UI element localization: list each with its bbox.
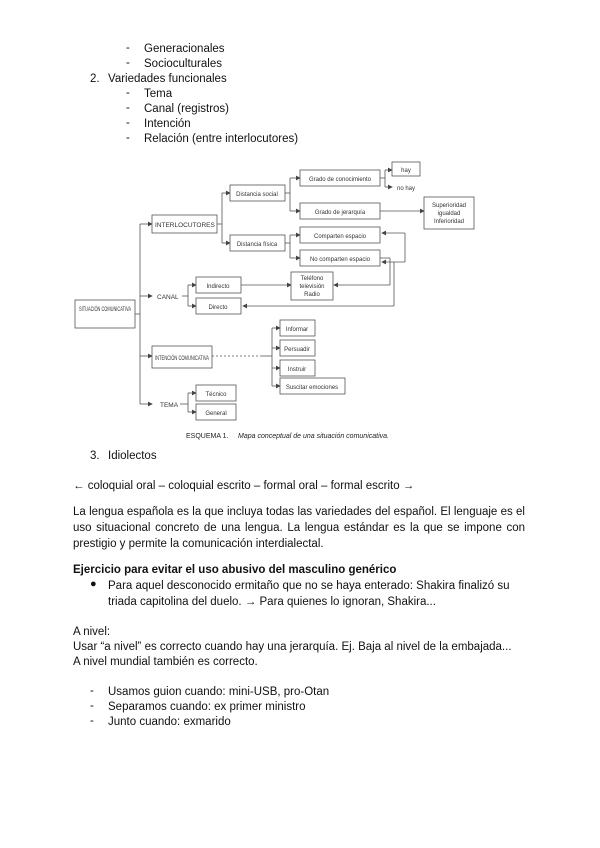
a-nivel-line-1: Usar “a nivel” es correcto cuando hay una jerarquía. Ej. Baja al nivel de la embajada... xyxy=(73,641,512,653)
superioridad-label: Superioridad xyxy=(431,203,467,209)
list-dash: - xyxy=(126,117,130,129)
caption-label: ESQUEMA 1. xyxy=(186,433,229,440)
instruir-label: Instruir xyxy=(287,367,307,373)
definition-paragraph: La lengua española es la que incluya todas las variedades del español. El lenguaje es el uso situacional concreto de una lengua. La lengua estándar es la que se impone con prestigio y permite la comunicación interdialectal. xyxy=(73,506,525,550)
register-scale: ← coloquial oral – coloquial escrito – formal oral – formal escrito → xyxy=(73,480,415,492)
list-heading: Variedades funcionales xyxy=(108,73,227,85)
list-item: Usamos guion cuando: mini-USB, pro-Otan xyxy=(108,686,330,698)
suscitar-label: Suscitar emociones xyxy=(285,385,339,391)
igualdad-label: igualdad xyxy=(437,211,461,217)
informar-label: Informar xyxy=(285,327,309,333)
telefono-label: Teléfono xyxy=(300,276,324,282)
list-item: Relación (entre interlocutores) xyxy=(144,133,299,145)
a-nivel-line-2: A nivel mundial también es correcto. xyxy=(73,656,258,668)
canal-label: CANAL xyxy=(157,294,179,301)
a-nivel-heading: A nivel: xyxy=(73,626,111,638)
persuadir-label: Persuadir xyxy=(284,347,310,353)
list-dash: - xyxy=(90,715,94,727)
list-item: Junto cuando: exmarido xyxy=(108,716,231,728)
caption-text: Mapa conceptual de una situación comunicativa. xyxy=(238,433,389,440)
indirecto-label: Indirecto xyxy=(206,284,230,290)
grado-jerarquia-label: Grado de jerarquía xyxy=(314,210,366,216)
root-label-1: SITUACIÓN COMUNICATIVA xyxy=(79,307,159,313)
inferioridad-label: Inferioridad xyxy=(433,219,465,225)
list-item: Socioculturales xyxy=(144,58,222,70)
list-item: Canal (registros) xyxy=(144,103,229,115)
list-dash: - xyxy=(90,685,94,697)
bullet-icon: ● xyxy=(90,578,97,590)
exercise-title: Ejercicio para evitar el uso abusivo del masculino genérico xyxy=(73,564,397,576)
tecnico-label: Técnico xyxy=(205,392,227,398)
distancia-fisica-label: Distancia física xyxy=(236,242,278,248)
list-dash: - xyxy=(126,132,130,144)
list-item: Intención xyxy=(144,118,191,130)
no-hay-label: no hay xyxy=(396,186,416,192)
grado-conocimiento-label: Grado de conocimiento xyxy=(308,177,372,183)
root-box xyxy=(75,300,159,328)
no-comparten-label: No comparten espacio xyxy=(309,257,371,263)
exercise-bullet: Para aquel desconocido ermitaño que no se haya enterado: Shakira finalizó su triada capitolina del duelo. → Para quienes lo ignoran, Shakira... xyxy=(108,580,510,608)
list-item: Generacionales xyxy=(144,43,225,55)
radio-label: Radio xyxy=(304,292,320,298)
hay-label: hay xyxy=(401,168,411,174)
list-dash: - xyxy=(90,700,94,712)
list-dash: - xyxy=(126,87,130,99)
list-heading: Idiolectos xyxy=(108,450,157,462)
list-number: 3. xyxy=(90,450,100,462)
television-label: televisión xyxy=(299,284,325,290)
distancia-social-label: Distancia social xyxy=(236,192,278,198)
intencion-label: INTENCIÓN COMUNICATIVA xyxy=(155,356,235,362)
list-dash: - xyxy=(126,42,130,54)
list-item: Tema xyxy=(144,88,173,100)
directo-label: Directo xyxy=(208,305,228,311)
list-item: Separamos cuando: ex primer ministro xyxy=(108,701,306,713)
interlocutores-label: INTERLOCUTORES xyxy=(155,222,215,229)
list-dash: - xyxy=(126,102,130,114)
comparten-label: Comparten espacio xyxy=(313,234,367,240)
list-number: 2. xyxy=(90,73,100,85)
list-dash: - xyxy=(126,57,130,69)
tema-label: TEMA xyxy=(160,402,179,409)
general-label: General xyxy=(205,411,227,417)
